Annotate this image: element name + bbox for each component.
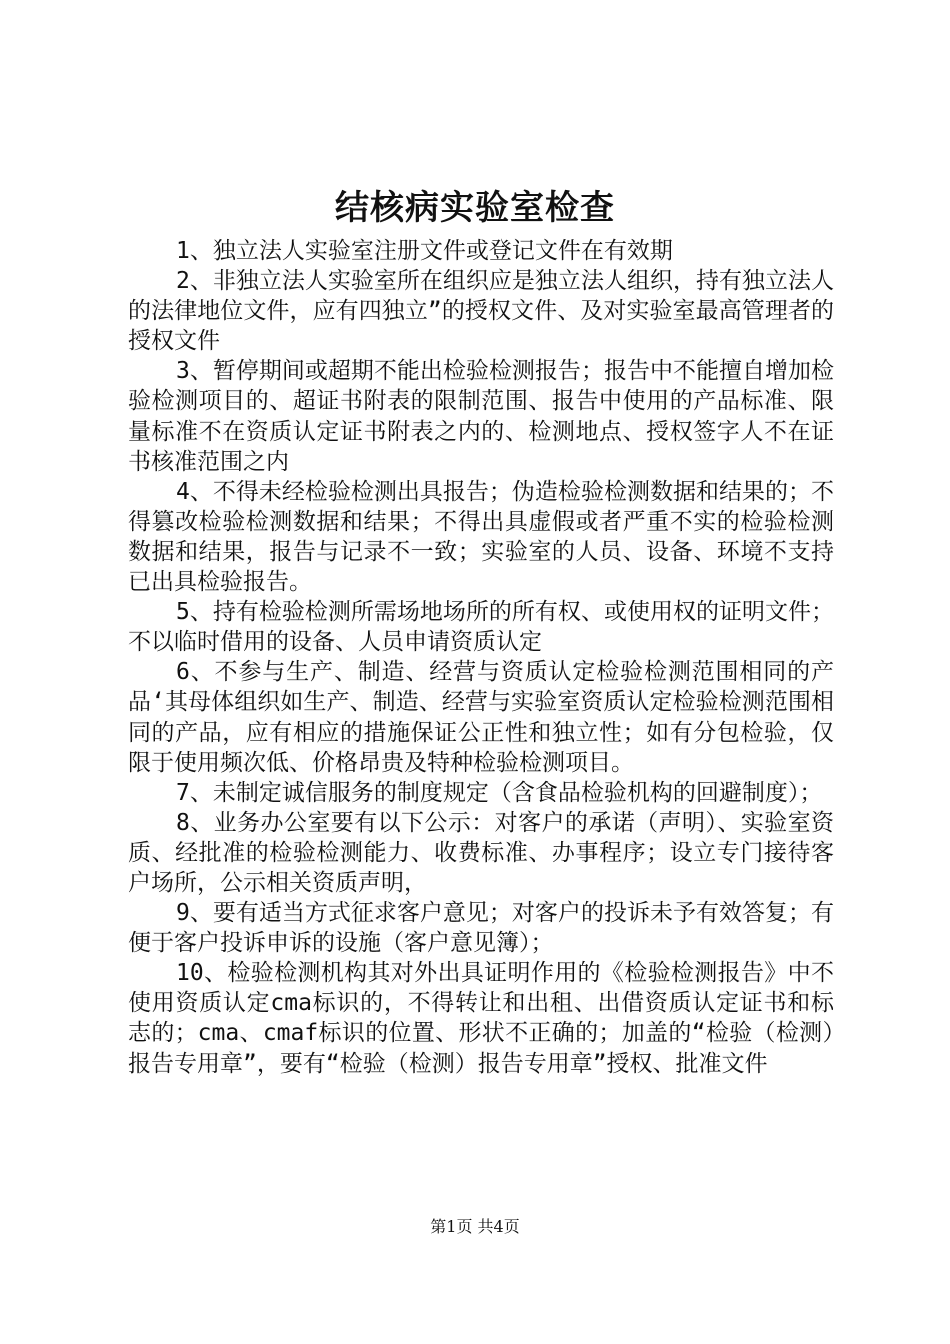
- paragraph-7: 7、未制定诚信服务的制度规定（含食品检验机构的回避制度）；: [176, 779, 823, 806]
- paragraph-4: 4、不得未经检验检测出具报告；伪造检验检测数据和结果的；不得篡改检验检测数据和结果；不得出具虚假或者严重不实的检验检测数据和结果，报告与记录不一致；实验室的人员、设备、环境不支持已出具检验报告。: [128, 478, 834, 596]
- page-number-footer: 第1页 共4页: [430, 1217, 520, 1236]
- paragraph-1: 1、独立法人实验室注册文件或登记文件在有效期: [176, 238, 673, 264]
- document-title: 结核病实验室检查: [335, 188, 615, 228]
- paragraph-2: 2、非独立法人实验室所在组织应是独立法人组织，持有独立法人的法律地位文件，应有四独立”的授权文件、及对实验室最高管理者的授权文件: [128, 268, 834, 355]
- paragraph-5: 5、持有检验检测所需场地场所的所有权、或使用权的证明文件；不以临时借用的设备、人员申请资质认定: [128, 599, 834, 656]
- paragraph-8: 8、业务办公室要有以下公示：对客户的承诺（声明）、实验室资质、经批准的检验检测能力、收费标准、办事程序；设立专门接待客户场所，公示相关资质声明，: [128, 809, 834, 896]
- paragraph-10: 10、检验检测机构其对外出具证明作用的《检验检测报告》中不使用资质认定cma标识的，不得转让和出租、出借资质认定证书和标志的；cma、cmaf标识的位置、形状不正确的；加盖的“检验（检测）报告专用章”，要有“检验（检测）报告专用章”授权、批准文件: [128, 960, 834, 1077]
- paragraph-3: 3、暂停期间或超期不能出检验检测报告；报告中不能擅自增加检验检测项目的、超证书附表的限制范围、报告中使用的产品标准、限量标准不在资质认定证书附表之内的、检测地点、授权签字人不在证书核准范围之内: [128, 358, 834, 475]
- paragraph-6: 6、不参与生产、制造、经营与资质认定检验检测范围相同的产品‘其母体组织如生产、制造、经营与实验室资质认定检验检测范围相同的产品，应有相应的措施保证公正性和独立性；如有分包检验，仅限于使用频次低、价格昂贵及特种检验检测项目。: [128, 659, 834, 776]
- paragraph-9: 9、要有适当方式征求客户意见；对客户的投诉未予有效答复；有便于客户投诉申诉的设施（客户意见簿）；: [128, 900, 834, 957]
- document-body: [128, 236, 834, 1079]
